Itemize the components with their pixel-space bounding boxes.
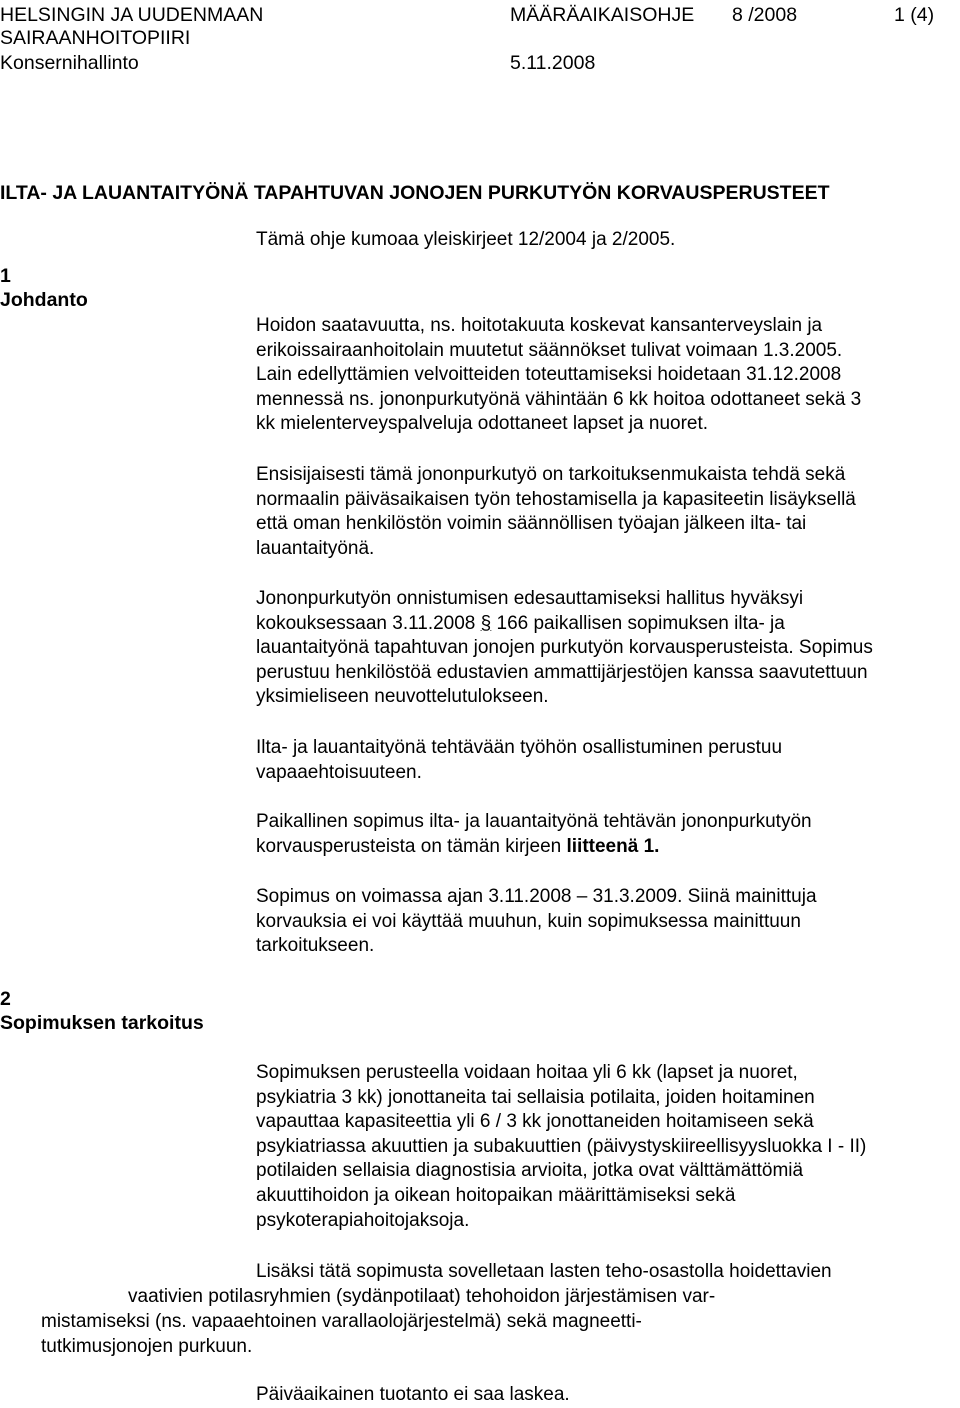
text-line: Sopimuksen perusteella voidaan hoitaa yli 6 kk (lapset ja nuoret, (256, 1062, 798, 1083)
document-title: ILTA- JA LAUANTAITYÖNÄ TAPAHTUVAN JONOJEN PURKUTYÖN KORVAUSPERUSTEET (0, 182, 830, 204)
text-line: Tämä ohje kumoaa yleiskirjeet 12/2004 ja 2/2005. (256, 229, 676, 250)
org-name-line1: HELSINGIN JA UUDENMAAN (0, 4, 264, 26)
text-line (256, 612, 956, 637)
page-number: 1 (4) (894, 4, 935, 26)
text-line: Ensisijaisesti tämä jononpurkutyö on tarkoituksenmukaista tehdä sekä (256, 464, 846, 485)
text-line: psykiatria 3 kk) jonottaneita tai sellaisia potilaita, joiden hoitaminen (256, 1086, 815, 1108)
text-segment: 166 paikallisen sopimuksen ilta- ja (491, 612, 785, 634)
paragraph-additional-line1: Lisäksi tätä sopimusta sovelletaan lasten teho-osastolla hoidettavien (256, 1261, 832, 1282)
text-line: lauantaityönä tapahtuvan jonojen purkutyön korvausperusteista. Sopimus (256, 637, 873, 659)
section-1-number: 1 (0, 265, 11, 287)
paragraph-validity (256, 885, 956, 959)
paragraph-production: Päiväaikainen tuotanto ei saa laskea. (256, 1384, 570, 1405)
text-segment: korvausperusteista on tämän kirjeen (256, 835, 567, 857)
text-line (256, 835, 956, 860)
text-line: mennessä ns. jononpurkutyönä vähintään 6 kk hoitoa odottaneet sekä 3 (256, 388, 862, 410)
org-name-line2: SAIRAANHOITOPIIRI (0, 27, 191, 49)
text-line: tarkoitukseen. (256, 935, 375, 957)
section-2-number: 2 (0, 988, 11, 1010)
text-line: Lain edellyttämien velvoitteiden toteuttamiseksi hoidetaan 31.12.2008 (256, 364, 842, 386)
section-2-title: Sopimuksen tarkoitus (0, 1012, 204, 1034)
text-line: vapaaehtoisuuteen. (256, 761, 422, 783)
text-line: Ilta- ja lauantaityönä tehtävään työhön osallistuminen perustuu (256, 737, 783, 758)
org-department: Konsernihallinto (0, 52, 139, 74)
text-line: lauantaityönä. (256, 537, 375, 559)
text-segment: kokouksessaan 3.11.2008 (256, 612, 481, 634)
text-line: Jononpurkutyön onnistumisen edesauttamiseksi hallitus hyväksyi (256, 588, 804, 609)
paragraph-additional-line2: vaativien potilasryhmien (sydänpotilaat) tehohoidon järjestämisen var- (128, 1286, 716, 1307)
section-1-title: Johdanto (0, 289, 88, 311)
text-line: kk mielenterveyspalveluja odottaneet lapset ja nuoret. (256, 413, 709, 435)
text-line: normaalin päiväsaikaisen työn tehostamisella ja kapasiteetin lisäyksellä (256, 488, 856, 510)
paragraph-revokes (256, 228, 956, 253)
paragraph-primary-approach (256, 463, 956, 561)
text-line: potilaiden sellaisia diagnostisia arvioita, jotka ovat välttämättömiä (256, 1160, 804, 1182)
paragraph-additional-line3: mistamiseksi (ns. vapaaehtoinen varallaolojärjestelmä) sekä magneetti- (41, 1311, 642, 1332)
text-line: Paikallinen sopimus ilta- ja lauantaityönä tehtävän jononpurkutyön (256, 811, 812, 832)
paragraph-attachment (256, 810, 956, 859)
attachment-reference: liitteenä 1. (566, 835, 660, 857)
document-number: 8 /2008 (732, 4, 798, 26)
text-line: psykoterapiahoitojaksoja. (256, 1209, 470, 1231)
text-line: Sopimus on voimassa ajan 3.11.2008 – 31.3.2009. Siinä mainittuja (256, 886, 817, 907)
paragraph-additional-line4: tutkimusjonojen purkuun. (41, 1336, 253, 1357)
document-date: 5.11.2008 (510, 52, 596, 74)
text-line: akuuttihoidon ja oikean hoitopaikan määrittämiseksi sekä (256, 1184, 736, 1206)
text-line: erikoissairaanhoitolain muutetut säännökset tulivat voimaan 1.3.2005. (256, 339, 843, 361)
section-sign: § (480, 612, 492, 634)
paragraph-background (256, 314, 956, 437)
text-line: Hoidon saatavuutta, ns. hoitotakuuta koskevat kansanterveyslain ja (256, 315, 823, 336)
text-line: korvauksia ei voi käyttää muuhun, kuin sopimuksessa mainittuun (256, 910, 801, 932)
text-line: vapauttaa kapasiteettia yli 6 / 3 kk jonottaneiden hoitamiseen sekä (256, 1111, 814, 1133)
document-type: MÄÄRÄAIKAISOHJE (510, 4, 695, 26)
text-line: että oman henkilöstön voimin säännöllisen työajan jälkeen ilta- tai (256, 513, 807, 535)
text-line: psykiatriassa akuuttien ja subakuuttien (päivystyskiireellisyysluokka I - II) (256, 1135, 867, 1157)
text-line: perustuu henkilöstöä edustavien ammattijärjestöjen kanssa saavutettuun (256, 661, 868, 683)
text-line: yksimieliseen neuvottelutulokseen. (256, 686, 549, 708)
paragraph-voluntary (256, 736, 956, 785)
paragraph-scope (256, 1061, 956, 1233)
paragraph-board-approval (256, 587, 956, 710)
